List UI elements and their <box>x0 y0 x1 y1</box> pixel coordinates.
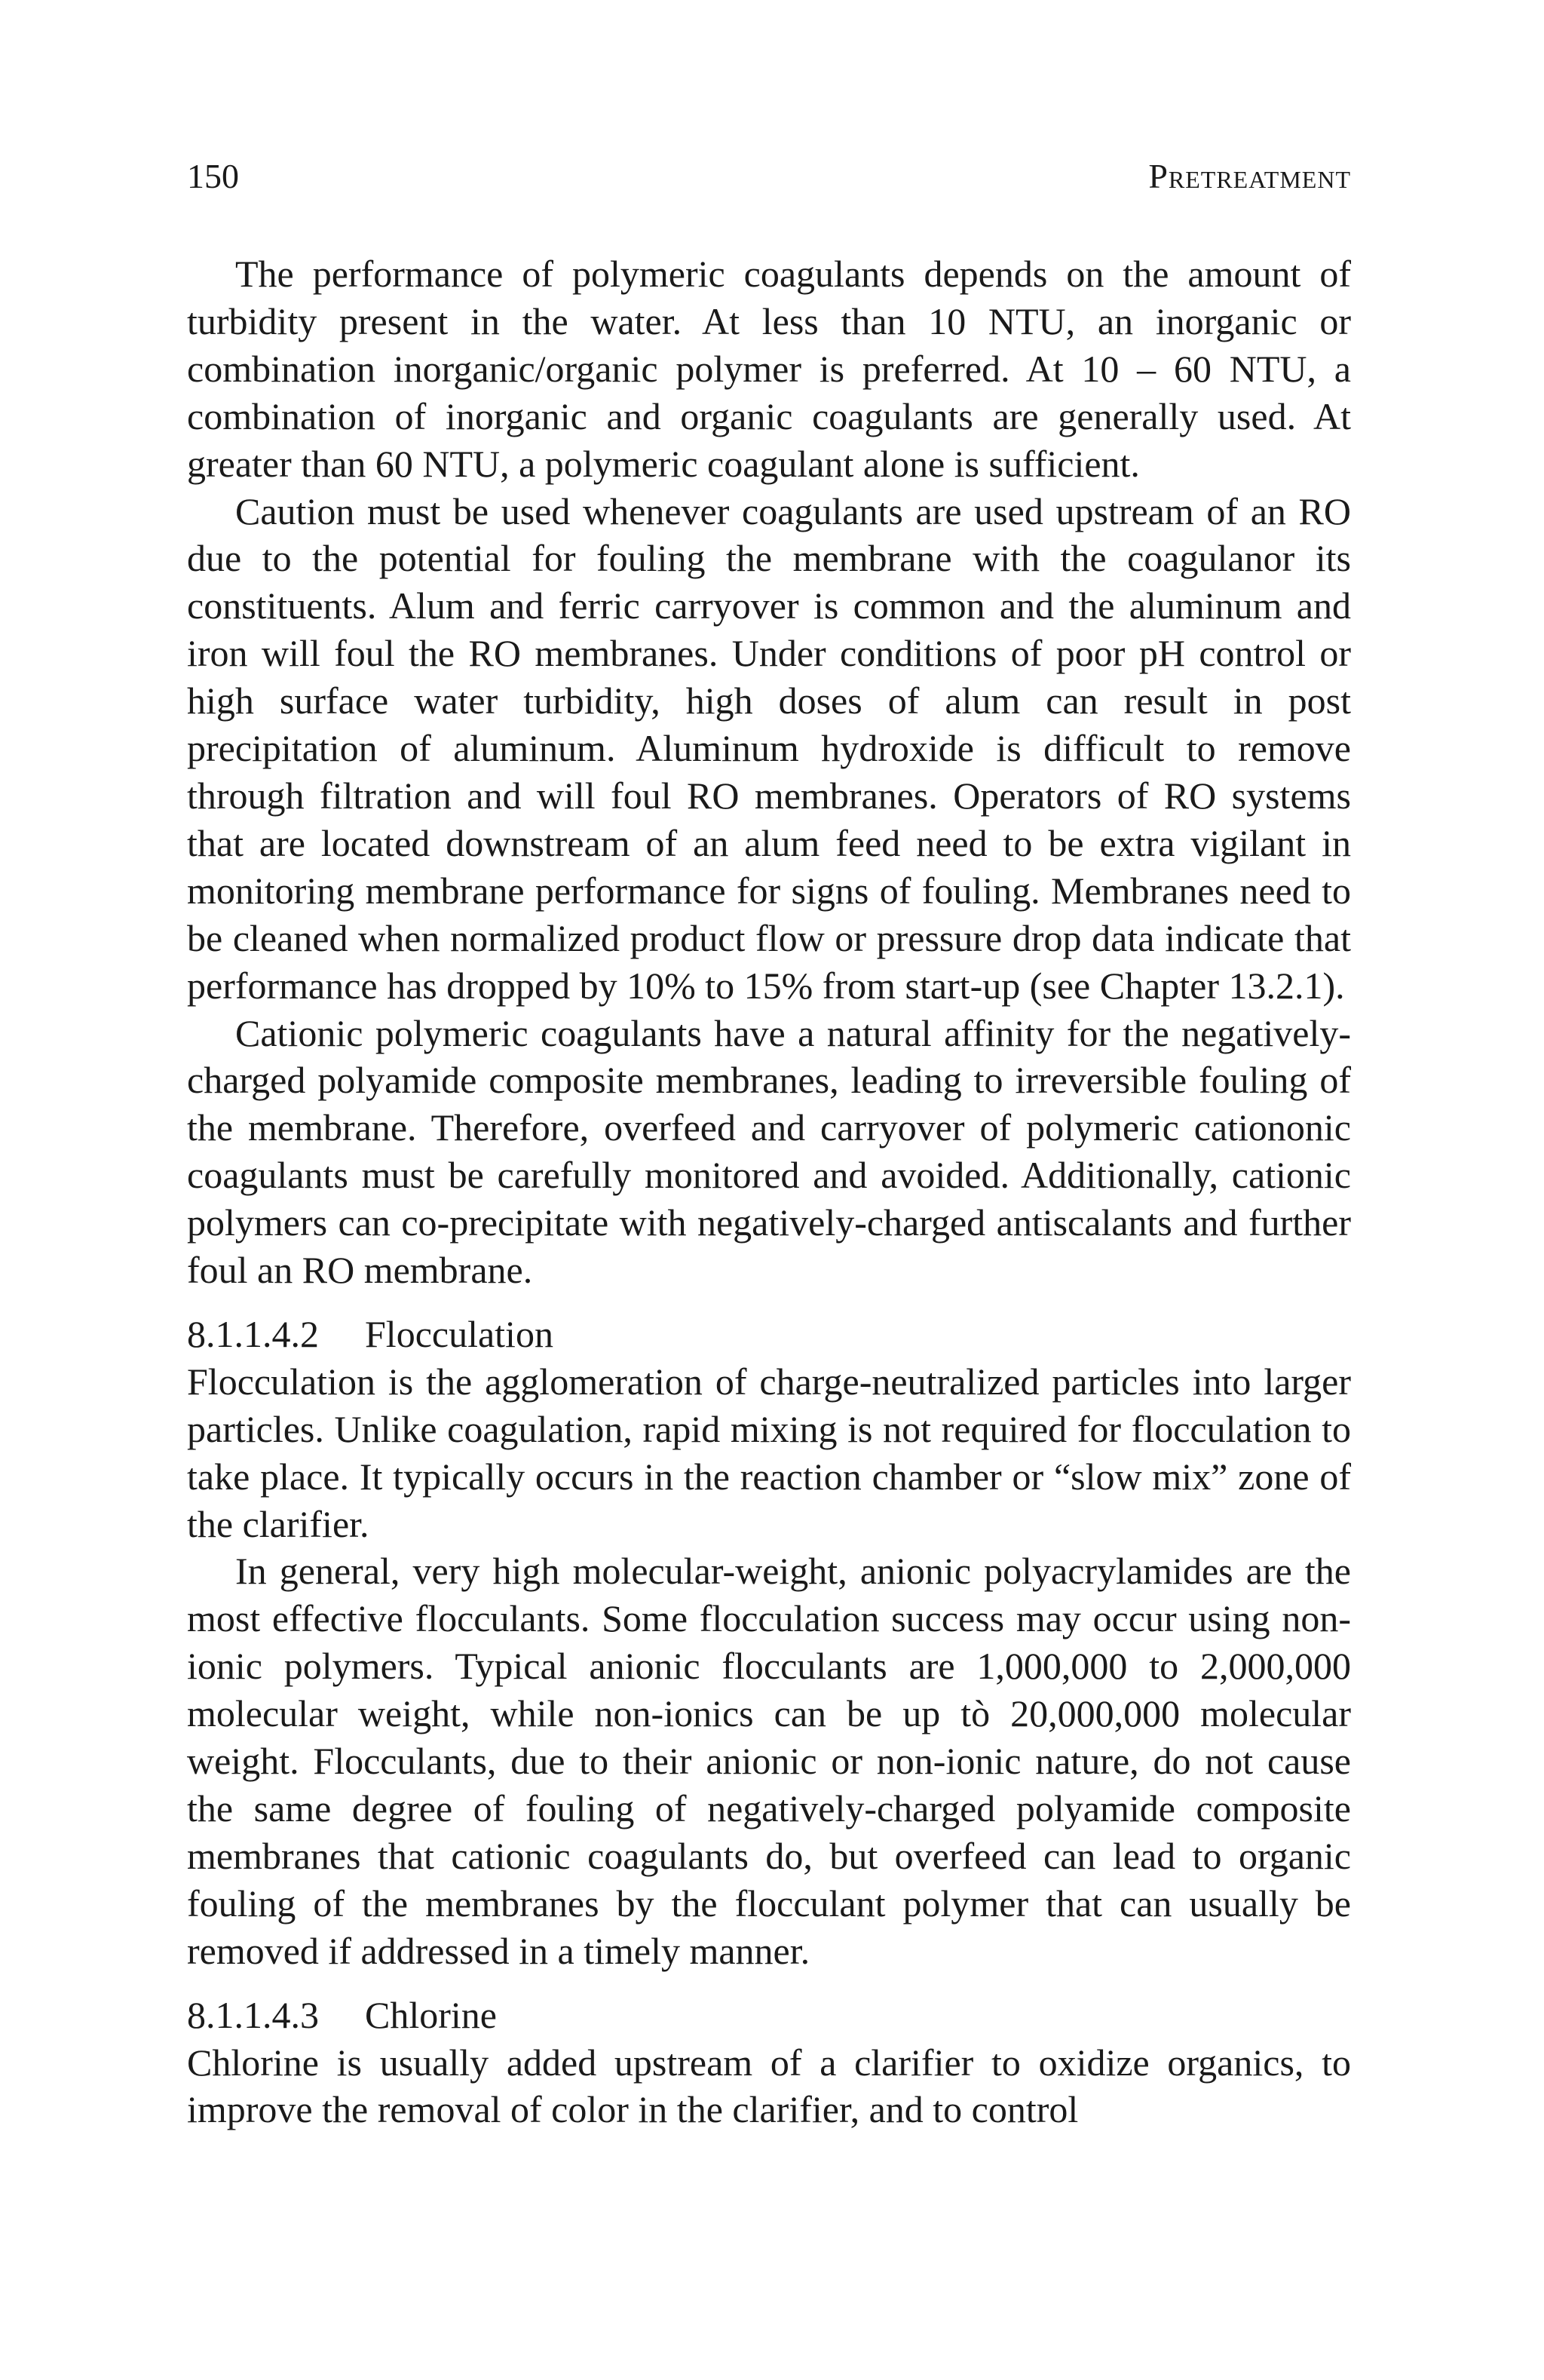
page-header <box>187 154 1351 199</box>
section-heading-chlorine <box>187 1992 1351 2039</box>
paragraph-coagulant-performance: The performance of polymeric coagulants depends on the amount of turbidity present in the water. At less than 10 NTU, an inorganic or combination inorganic/organic polymer is preferred. At 10 – 60 NTU, a combination of inorganic and organic coagulants are generally used. At greater than 60 NTU, a polymeric coagulant alone is sufficient. <box>187 253 1351 485</box>
paragraph-cationic-polymers: Cationic polymeric coagulants have a natural affinity for the negatively-charged polyamide composite membranes, leading to irreversible fouling of the membrane. Therefore, overfeed and carryover of polymeric cationonic coagulants must be carefully monitored and avoided. Additionally, cationic polymers can co-precipitate with negatively-charged antiscalants and further foul an RO membrane. <box>187 1011 1351 1292</box>
body-text <box>187 250 1351 2133</box>
running-head: Pretreatment <box>1148 157 1351 195</box>
section-number: 8.1.1.4.2 <box>187 1312 319 1355</box>
paragraph-flocculation-definition: Flocculation is the agglomeration of charge-neutralized particles into larger particles. Unlike coagulation, rapid mixing is not required for flocculation to take place. It typically occurs in the reaction chamber or “slow mix” zone of the clarifier. <box>187 1360 1351 1545</box>
paragraph-flocculants: In general, very high molecular-weight, anionic polyacrylamides are the most effective flocculants. Some flocculation success may occur using non-ionic polymers. Typical anionic flocculants are 1,000,000 to 2,000,000 molecular weight, while non-ionics can be up tò 20,000,000 molecular weight. Flocculants, due to their anionic or non-ionic nature, do not cause the same degree of fouling of negatively-charged polyamide composite membranes that cationic coagulants do, but overfeed can lead to organic fouling of the membranes by the flocculant polymer that can usually be removed if addressed in a timely manner. <box>187 1550 1351 1972</box>
section-title: Chlorine <box>365 1993 497 2036</box>
section-title: Flocculation <box>365 1312 553 1355</box>
page-number: 150 <box>187 157 239 195</box>
paragraph-chlorine: Chlorine is usually added upstream of a clarifier to oxidize organics, to improve the removal of color in the clarifier, and to control <box>187 2041 1351 2131</box>
paragraph-caution-fouling: Caution must be used whenever coagulants are used upstream of an RO due to the potential for fouling the membrane with the coagulanor its constituents. Alum and ferric carryover is common and the aluminum and iron will foul the RO membranes. Under conditions of poor pH control or high surface water turbidity, high doses of alum can result in post precipitation of aluminum. Aluminum hydroxide is difficult to remove through filtration and will foul RO membranes. Operators of RO systems that are located downstream of an alum feed need to be extra vigilant in monitoring membrane performance for signs of fouling. Membranes need to be cleaned when normalized product flow or pressure drop data indicate that performance has dropped by 10% to 15% from start-up (see Chapter 13.2.1). <box>187 489 1351 1007</box>
section-heading-flocculation <box>187 1311 1351 1358</box>
section-number: 8.1.1.4.3 <box>187 1993 319 2036</box>
